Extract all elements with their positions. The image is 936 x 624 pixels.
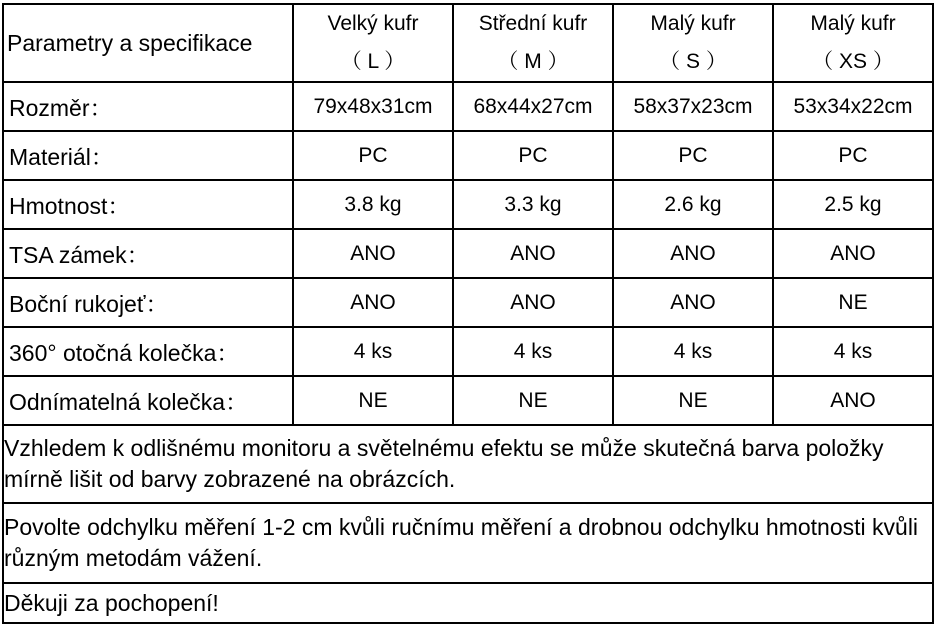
cell-value: ANO [453,229,613,278]
table-row-removable-wheels [3,376,933,425]
cell-value: ANO [773,229,933,278]
row-label: Odnímatelná kolečka： [3,376,293,425]
note-row-thanks [3,583,933,623]
cell-value: 53x34x22cm [773,82,933,131]
cell-value: 68x44x27cm [453,82,613,131]
table-row-material [3,131,933,180]
cell-value: ANO [613,278,773,327]
note-text: Vzhledem k odlišnému monitoru a světelnému efektu se může skutečná barva položky mírně lišit od barvy zobrazené na obrázcích. [3,425,933,503]
size-header-m [453,4,613,82]
row-label: Hmotnost： [3,180,293,229]
cell-value: ANO [293,229,453,278]
row-label: TSA zámek： [3,229,293,278]
row-label: Materiál： [3,131,293,180]
cell-value: 4 ks [613,327,773,376]
table-row-weight [3,180,933,229]
cell-value: 4 ks [293,327,453,376]
cell-value: PC [613,131,773,180]
cell-value: ANO [453,278,613,327]
specification-table [2,3,934,624]
table-row-spinner-wheels [3,327,933,376]
cell-value: 2.6 kg [613,180,773,229]
cell-value: PC [773,131,933,180]
cell-value: ANO [613,229,773,278]
cell-value: PC [453,131,613,180]
spec-table-container [2,3,932,624]
note-row-measurement [3,503,933,583]
cell-value: 2.5 kg [773,180,933,229]
size-code: （ L ） [340,50,406,73]
cell-value: NE [773,278,933,327]
cell-value: 3.8 kg [293,180,453,229]
size-header-l [293,4,453,82]
cell-value: 58x37x23cm [613,82,773,131]
size-name: Střední kufr [478,12,588,35]
size-code: （ S ） [659,50,727,73]
cell-value: ANO [773,376,933,425]
size-header-s [613,4,773,82]
size-name: Malý kufr [650,12,736,35]
size-header-xs [773,4,933,82]
size-code: （ XS ） [812,50,894,73]
cell-value: ANO [293,278,453,327]
cell-value: PC [293,131,453,180]
row-label: Boční rukojeť： [3,278,293,327]
cell-value: 79x48x31cm [293,82,453,131]
cell-value: 3.3 kg [453,180,613,229]
cell-value: 4 ks [773,327,933,376]
row-label: 360° otočná kolečka： [3,327,293,376]
table-row-tsa-lock [3,229,933,278]
note-text: Děkuji za pochopení! [3,583,933,623]
table-row-side-handle [3,278,933,327]
size-name: Velký kufr [327,12,419,35]
cell-value: NE [613,376,773,425]
note-row-color [3,425,933,503]
cell-value: NE [293,376,453,425]
cell-value: NE [453,376,613,425]
row-label: Rozměr： [3,82,293,131]
table-header-row [3,4,933,82]
header-label: Parametry a specifikace [3,4,293,82]
cell-value: 4 ks [453,327,613,376]
note-text: Povolte odchylku měření 1-2 cm kvůli ručnímu měření a drobnou odchylku hmotnosti kvůli různým metodám vážení. [3,503,933,583]
size-code: （ M ） [497,50,569,73]
table-row-dimensions [3,82,933,131]
size-name: Malý kufr [810,12,896,35]
